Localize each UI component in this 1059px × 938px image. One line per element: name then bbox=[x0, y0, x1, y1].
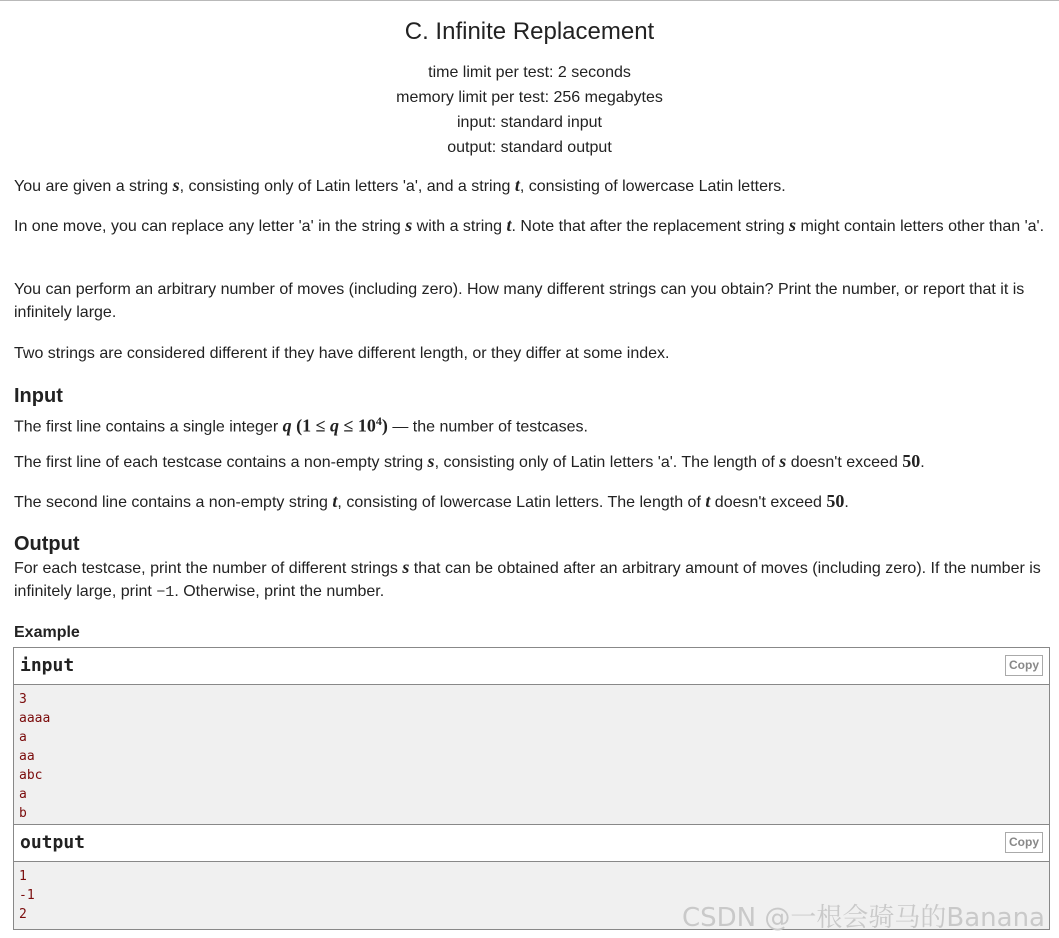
example-output-line: 2 bbox=[19, 907, 27, 922]
input-section-title: Input bbox=[14, 385, 63, 407]
input-file: input: standard input bbox=[457, 114, 602, 131]
example-input-box bbox=[13, 647, 1050, 825]
statement-paragraph-2: In one move, you can replace any letter 'a' in the string s with a string t. Note that after the replacement string s might contain letters other than 'a'. bbox=[14, 215, 1045, 235]
problem-title: C. Infinite Replacement bbox=[404, 18, 655, 45]
example-input-header bbox=[14, 648, 1049, 685]
example-input-line: a bbox=[19, 730, 27, 745]
example-output-header bbox=[14, 825, 1049, 862]
copy-output-button[interactable]: Copy bbox=[1005, 832, 1043, 853]
output-file: output: standard output bbox=[447, 139, 612, 156]
example-input-content bbox=[14, 685, 1049, 827]
time-limit: time limit per test: 2 seconds bbox=[428, 64, 631, 81]
example-input-line: b bbox=[19, 806, 27, 821]
memory-limit: memory limit per test: 256 megabytes bbox=[396, 89, 663, 106]
statement-paragraph-3: You can perform an arbitrary number of moves (including zero). How many different strings can you obtain? Print the number, or report that it is infinitely large. bbox=[14, 281, 1025, 321]
example-title: Example bbox=[14, 624, 80, 641]
example-input-line: 3 bbox=[19, 692, 27, 707]
input-paragraph-2: The first line of each testcase contains a non-empty string s, consisting only of Latin letters 'a'. The length of s doesn't exceed 50. bbox=[14, 451, 925, 471]
example-input-line: abc bbox=[19, 768, 43, 783]
problem-header bbox=[0, 16, 1059, 160]
copy-input-button[interactable]: Copy bbox=[1005, 655, 1043, 676]
example-input-label: input bbox=[20, 655, 75, 676]
input-paragraph-1: The first line contains a single integer q $(1 \le q \le 10^4)$ — the number of testcases. bbox=[14, 414, 588, 436]
statement-paragraph-4: Two strings are considered different if they have different length, or they differ at some index. bbox=[14, 345, 670, 362]
output-paragraph-1: For each testcase, print the number of different strings s that can be obtained after an arbitrary amount of moves (including zero). If the number is infinitely large, print −1. Otherwise, print the number. bbox=[14, 557, 1041, 601]
example-input-line: aaaa bbox=[19, 711, 51, 726]
example-output-label: output bbox=[20, 832, 86, 853]
top-divider bbox=[0, 0, 1059, 1]
example-output-line: 1 bbox=[19, 869, 27, 884]
output-section-title: Output bbox=[14, 533, 80, 555]
statement-paragraph-1: You are given a string s, consisting only of Latin letters 'a', and a string t, consisting of lowercase Latin letters. bbox=[14, 175, 786, 195]
example-output-line: -1 bbox=[19, 888, 35, 903]
csdn-watermark: CSDN @一根会骑马的Banana bbox=[682, 903, 1045, 933]
example-input-line: aa bbox=[19, 749, 35, 764]
input-paragraph-3: The second line contains a non-empty string t, consisting of lowercase Latin letters. The length of t doesn't exceed 50. bbox=[14, 491, 849, 511]
example-input-line: a bbox=[19, 787, 27, 802]
